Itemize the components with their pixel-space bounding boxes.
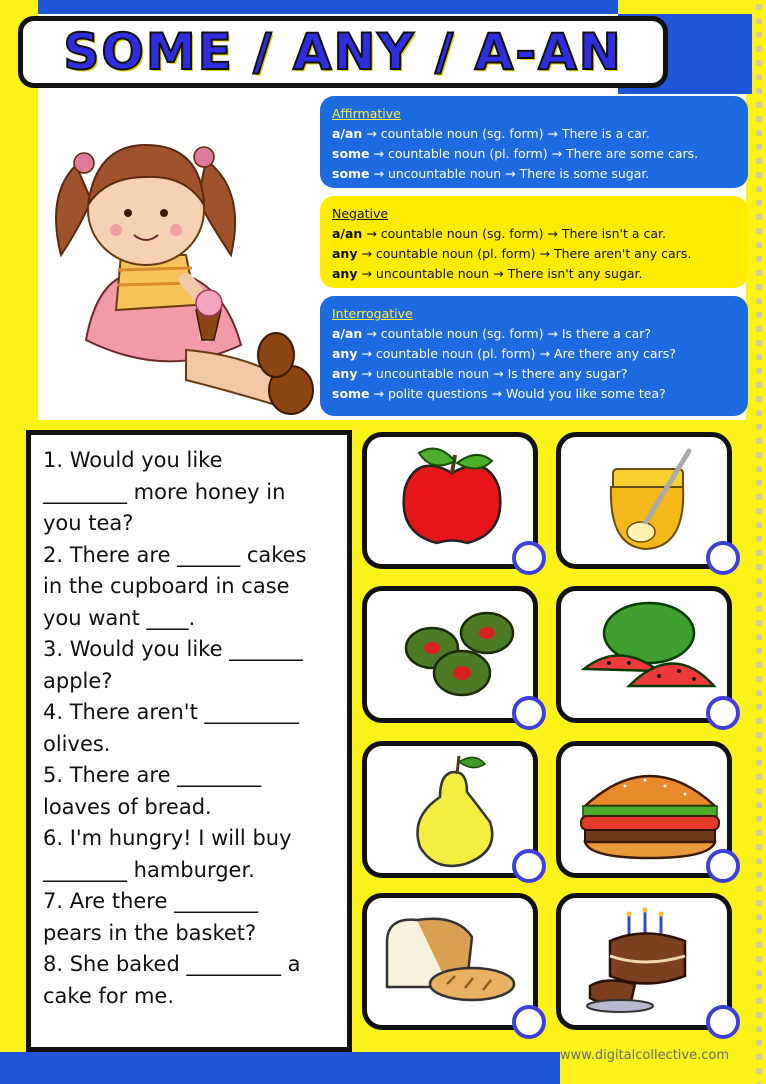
affirmative-heading: Affirmative bbox=[332, 106, 401, 121]
olives-icon bbox=[397, 603, 517, 703]
page-title: SOME / ANY / A-AN bbox=[63, 23, 623, 81]
answer-circle[interactable] bbox=[512, 541, 546, 575]
hamburger-icon bbox=[575, 756, 725, 866]
rule-line: some → countable noun (pl. form) → There are some cars. bbox=[332, 146, 699, 161]
rule-line: some → polite questions → Would you like some tea? bbox=[332, 386, 666, 401]
lower-blue-strip bbox=[0, 1052, 560, 1084]
top-right-yellow bbox=[618, 0, 752, 14]
exercise-line: pears in the basket? bbox=[43, 920, 257, 945]
exercise-line: you tea? bbox=[43, 511, 134, 535]
honey-jar-icon bbox=[601, 447, 701, 557]
rule-line: a/an → countable noun (sg. form) → There isn't a car. bbox=[332, 226, 666, 241]
picture-card-bread bbox=[362, 893, 538, 1030]
apple-icon bbox=[397, 443, 507, 553]
cake-icon bbox=[585, 906, 715, 1018]
rule-line: a/an → countable noun (sg. form) → Is there a car? bbox=[332, 326, 652, 341]
exercise-line: ________ hamburger. bbox=[43, 857, 255, 882]
exercise-line: loaves of bread. bbox=[43, 794, 212, 819]
exercise-line: 5. There are ________ bbox=[43, 763, 262, 787]
exercise-line: ________ more honey in bbox=[43, 479, 286, 504]
rule-line: some → uncountable noun → There is some sugar. bbox=[332, 166, 650, 181]
rule-line: any → uncountable noun → There isn't any sugar. bbox=[332, 266, 643, 281]
answer-circle[interactable] bbox=[512, 1005, 546, 1039]
interrogative-panel bbox=[320, 296, 748, 416]
title-box bbox=[18, 16, 668, 88]
top-blue-band bbox=[38, 0, 618, 14]
watermark: www.digitalcollective.com bbox=[560, 1048, 730, 1063]
answer-circle[interactable] bbox=[512, 696, 546, 730]
picture-card-watermelon bbox=[556, 586, 732, 723]
answer-circle[interactable] bbox=[706, 849, 740, 883]
exercise-line: olives. bbox=[43, 731, 111, 756]
picture-card-apple bbox=[362, 432, 538, 569]
picture-card-honey bbox=[556, 432, 732, 569]
pear-icon bbox=[405, 752, 505, 872]
exercise-line: 3. Would you like _______ bbox=[43, 637, 303, 661]
bread-icon bbox=[377, 912, 527, 1012]
picture-card-pear bbox=[362, 741, 538, 878]
watermelon-icon bbox=[579, 601, 719, 701]
girl-illustration bbox=[36, 105, 316, 415]
exercise-line: 4. There aren't _________ bbox=[43, 700, 299, 724]
exercise-line: 8. She baked _________ a bbox=[43, 952, 301, 976]
rule-line: a/an → countable noun (sg. form) → There is a car. bbox=[332, 126, 650, 141]
answer-circle[interactable] bbox=[706, 541, 740, 575]
picture-card-olives bbox=[362, 586, 538, 723]
affirmative-panel bbox=[320, 96, 748, 188]
dotted-border bbox=[752, 0, 766, 1084]
exercise-line: 6. I'm hungry! I will buy bbox=[43, 826, 292, 850]
exercise-line: cake for me. bbox=[43, 983, 175, 1008]
answer-circle[interactable] bbox=[706, 696, 740, 730]
interrogative-heading: Interrogative bbox=[332, 306, 413, 321]
exercise-line: 7. Are there ________ bbox=[43, 889, 259, 913]
answer-circle[interactable] bbox=[512, 849, 546, 883]
negative-panel bbox=[320, 196, 748, 288]
picture-card-cake bbox=[556, 893, 732, 1030]
exercise-box bbox=[26, 430, 352, 1052]
exercise-line: you want ____. bbox=[43, 605, 196, 630]
rule-line: any → countable noun (pl. form) → Are there any cars? bbox=[332, 346, 676, 361]
answer-circle[interactable] bbox=[706, 1005, 740, 1039]
exercise-line: in the cupboard in case bbox=[43, 574, 290, 598]
picture-card-hamburger bbox=[556, 741, 732, 878]
rule-line: any → uncountable noun → Is there any sugar? bbox=[332, 366, 628, 381]
exercise-line: apple? bbox=[43, 668, 113, 693]
negative-heading: Negative bbox=[332, 206, 389, 221]
exercise-line: 2. There are ______ cakes bbox=[43, 542, 307, 567]
exercise-line: 1. Would you like bbox=[43, 448, 223, 472]
rule-line: any → countable noun (pl. form) → There aren't any cars. bbox=[332, 246, 692, 261]
